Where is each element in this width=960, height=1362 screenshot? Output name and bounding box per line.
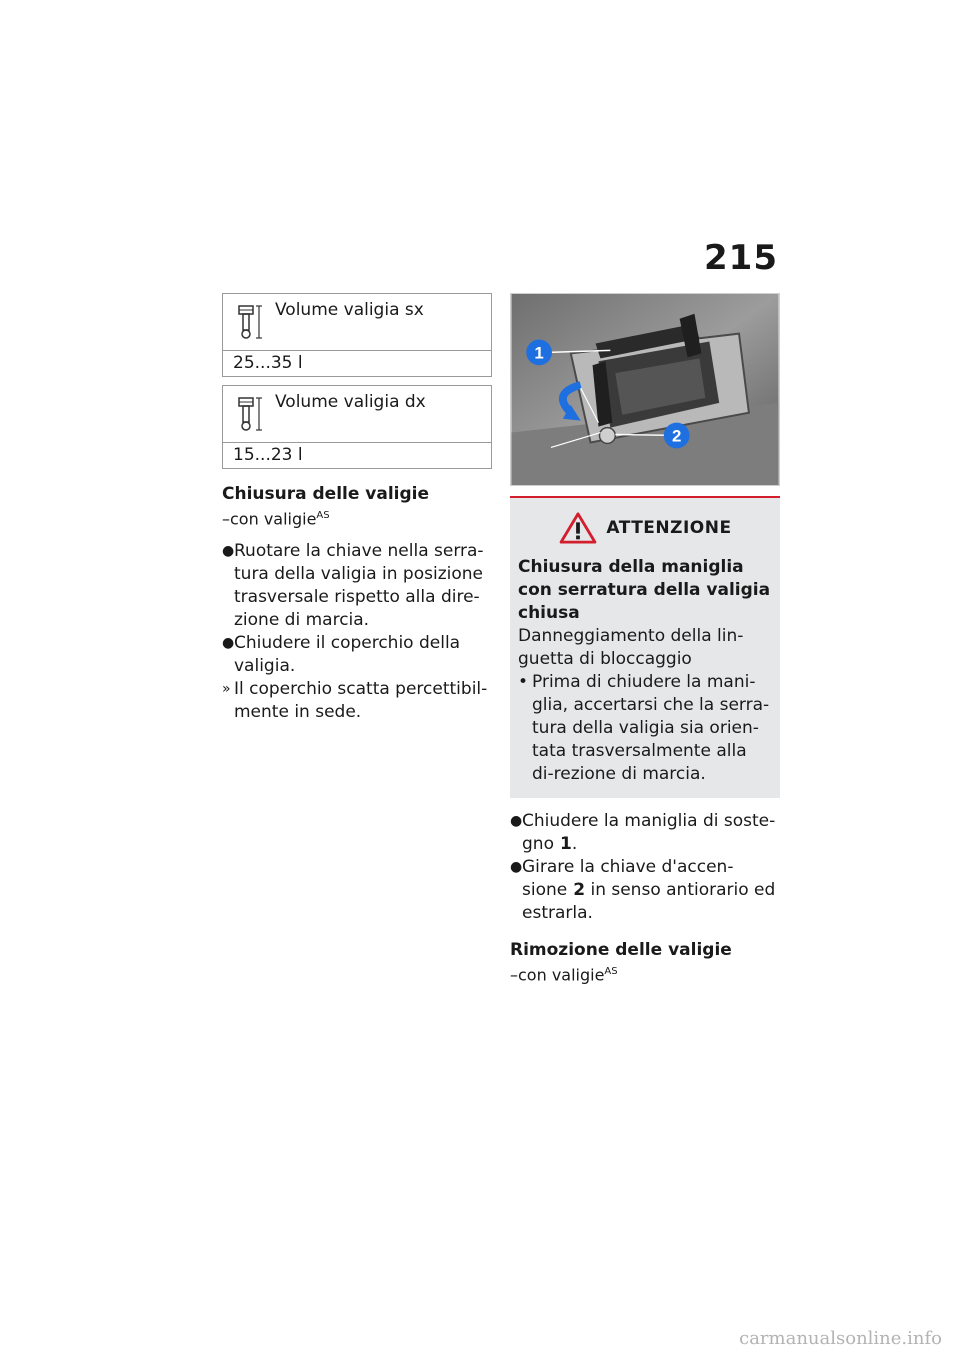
list-item: [222, 540, 492, 632]
section-title-closing: Chiusura delle valigie: [222, 484, 430, 504]
step-marker: »: [222, 681, 231, 698]
handle-steps: [510, 810, 780, 925]
warning-triangle-icon: [558, 512, 598, 544]
step-ref: 2: [573, 880, 586, 900]
list-item: [222, 632, 492, 678]
spec-value: 25...35 l: [233, 353, 303, 373]
bullet-marker: •: [518, 672, 529, 692]
list-item: [222, 678, 492, 724]
list-item: [518, 671, 772, 786]
step-ref: 1: [559, 834, 572, 854]
step-tail: .: [571, 834, 578, 854]
warning-text: Danneggiamento della lin-guetta di bloccaggio: [518, 626, 744, 669]
condition-note: [222, 505, 492, 530]
list-item: [510, 856, 780, 925]
warning-item-text: Prima di chiudere la mani-glia, accertarsi che la serra-tura della valigia sia orien-tata trasversalmente alla di-rezione di marcia.: [532, 672, 770, 784]
right-column: [510, 293, 780, 996]
condition-note: [510, 961, 780, 986]
callout-2-label: 2: [671, 426, 682, 446]
spec-value: 15...23 l: [233, 445, 303, 465]
list-item: [510, 810, 780, 856]
spec-table-left-case: [222, 293, 492, 377]
step-marker: ●: [510, 813, 523, 829]
step-marker: ●: [510, 859, 523, 875]
warning-title: ATTENZIONE: [606, 518, 732, 538]
closing-steps: [222, 540, 492, 724]
step-text: Chiudere il coperchio della valigia.: [234, 633, 461, 677]
volume-measure-icon: [237, 394, 265, 434]
condition-text: –con valigie: [222, 509, 317, 529]
step-tail: in senso antiorario ed estrarla.: [522, 880, 776, 923]
callout-1-label: 1: [534, 343, 544, 363]
spec-header: [223, 386, 491, 443]
step-text: Il coperchio scatta percettibil-mente in sede.: [234, 679, 488, 723]
spec-table-right-case: [222, 385, 492, 469]
condition-sup: AS: [604, 966, 618, 977]
case-lock-photo: [510, 293, 780, 486]
left-column: [222, 293, 492, 724]
page-number: 215: [704, 238, 778, 278]
warning-box: [510, 496, 780, 798]
step-text: Ruotare la chiave nella serra-tura della valigia in posizione trasversale rispetto alla dire-zione di marcia.: [234, 541, 484, 631]
watermark: carmanualsonline.info: [739, 1328, 942, 1349]
step-marker: ●: [222, 635, 235, 652]
condition-text: –con valigie: [510, 965, 605, 985]
section-title-removal: Rimozione delle valigie: [510, 940, 732, 960]
spec-label: Volume valigia sx: [275, 300, 424, 320]
warning-header: [518, 512, 772, 544]
warning-subtitle: Chiusura della maniglia con serratura della valigia chiusa: [518, 557, 771, 623]
volume-measure-icon: [237, 302, 265, 342]
spec-label: Volume valigia dx: [275, 392, 426, 412]
spec-header: [223, 294, 491, 351]
condition-sup: AS: [316, 510, 330, 521]
warning-list: [518, 671, 772, 786]
step-text: Girare la chiave d'accen-sione: [522, 857, 734, 900]
step-text: Chiudere la maniglia di soste-gno: [522, 811, 776, 854]
step-marker: ●: [222, 543, 235, 560]
